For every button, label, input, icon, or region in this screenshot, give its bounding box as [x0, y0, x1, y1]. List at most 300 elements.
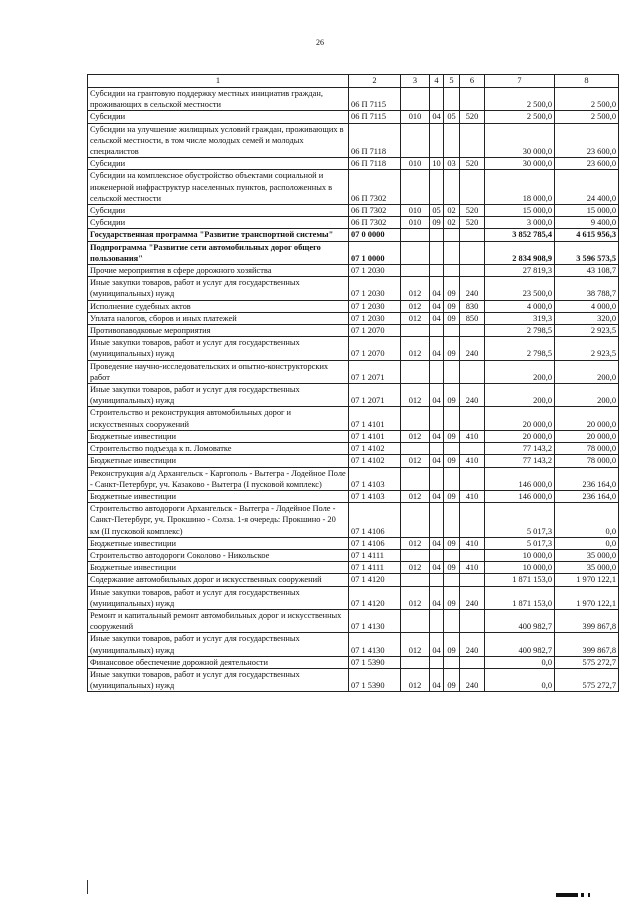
section-code: 04: [430, 562, 444, 574]
amount-year-2: 4 000,0: [555, 300, 619, 312]
table-row: [88, 562, 619, 574]
amount-year-1: 15 000,0: [485, 205, 555, 217]
target-code: 07 1 4102: [349, 443, 401, 455]
target-code: 07 1 2071: [349, 384, 401, 407]
binder-mark: [87, 880, 88, 894]
section-code: [430, 325, 444, 337]
amount-year-2: 236 164,0: [555, 490, 619, 502]
section-code: [430, 229, 444, 241]
amount-year-1: 5 017,3: [485, 537, 555, 549]
expense-type-code: 240: [460, 277, 485, 300]
section-code: 04: [430, 384, 444, 407]
ministry-code: [401, 467, 430, 490]
ministry-code: 010: [401, 217, 430, 229]
section-code: 04: [430, 430, 444, 442]
target-code: 07 1 2070: [349, 325, 401, 337]
ministry-code: 012: [401, 277, 430, 300]
row-name: Строительство автодороги Архангельск - Вытегра - Лодейное Поле - Санкт-Петербург, уч. Прокшино - Солза. 1-я очередь: Прокшино - 20 км (II пусковой комплекс): [88, 503, 349, 538]
column-header: 2: [349, 75, 401, 88]
section-code: 04: [430, 277, 444, 300]
amount-year-1: 23 500,0: [485, 277, 555, 300]
ministry-code: 012: [401, 668, 430, 691]
amount-year-2: 399 867,8: [555, 633, 619, 656]
expense-type-code: 410: [460, 455, 485, 467]
amount-year-1: 3 852 785,4: [485, 229, 555, 241]
amount-year-1: 0,0: [485, 668, 555, 691]
table-row: [88, 586, 619, 609]
expense-type-code: [460, 360, 485, 383]
section-code: [430, 360, 444, 383]
table-row: [88, 241, 619, 264]
target-code: 07 1 0000: [349, 241, 401, 264]
expense-type-code: [460, 656, 485, 668]
target-code: 07 1 2070: [349, 337, 401, 360]
subsection-code: [444, 407, 460, 430]
ministry-code: [401, 265, 430, 277]
section-code: [430, 443, 444, 455]
section-code: 04: [430, 111, 444, 123]
row-name: Уплата налогов, сборов и иных платежей: [88, 312, 349, 324]
amount-year-1: 20 000,0: [485, 430, 555, 442]
table-row: [88, 111, 619, 123]
amount-year-1: 77 143,2: [485, 443, 555, 455]
column-header: 7: [485, 75, 555, 88]
subsection-code: 09: [444, 312, 460, 324]
amount-year-2: 38 788,7: [555, 277, 619, 300]
amount-year-1: 30 000,0: [485, 123, 555, 158]
table-row: [88, 300, 619, 312]
row-name: Субсидии на комплексное обустройство объектами социальной и инженерной инфраструктур населенных пунктов, расположенных в сельской местности: [88, 170, 349, 205]
ministry-code: 012: [401, 337, 430, 360]
section-code: 04: [430, 300, 444, 312]
expense-type-code: [460, 241, 485, 264]
amount-year-1: 2 798,5: [485, 337, 555, 360]
target-code: 07 1 2071: [349, 360, 401, 383]
row-name: Содержание автомобильных дорог и искусственных сооружений: [88, 574, 349, 586]
amount-year-1: 27 819,3: [485, 265, 555, 277]
target-code: 06 П 7118: [349, 123, 401, 158]
row-name: Подпрограмма "Развитие сети автомобильных дорог общего пользования": [88, 241, 349, 264]
section-code: [430, 609, 444, 632]
row-name: Проведение научно-исследовательских и опытно-конструкторских работ: [88, 360, 349, 383]
section-code: [430, 88, 444, 111]
table-row: [88, 633, 619, 656]
target-code: 07 1 4111: [349, 549, 401, 561]
subsection-code: [444, 229, 460, 241]
subsection-code: [444, 443, 460, 455]
expense-type-code: [460, 467, 485, 490]
subsection-code: [444, 170, 460, 205]
target-code: 07 1 4120: [349, 586, 401, 609]
amount-year-1: 200,0: [485, 384, 555, 407]
section-code: 04: [430, 633, 444, 656]
section-code: [430, 170, 444, 205]
ministry-code: [401, 88, 430, 111]
amount-year-2: 399 867,8: [555, 609, 619, 632]
amount-year-1: 2 834 908,9: [485, 241, 555, 264]
table-row: [88, 490, 619, 502]
target-code: 07 1 4102: [349, 455, 401, 467]
amount-year-1: 319,3: [485, 312, 555, 324]
expense-type-code: [460, 407, 485, 430]
target-code: 07 0 0000: [349, 229, 401, 241]
target-code: 07 1 4130: [349, 633, 401, 656]
row-name: Бюджетные инвестиции: [88, 490, 349, 502]
expense-type-code: [460, 549, 485, 561]
target-code: 07 1 2030: [349, 312, 401, 324]
expense-type-code: [460, 265, 485, 277]
amount-year-1: 1 871 153,0: [485, 574, 555, 586]
row-name: Бюджетные инвестиции: [88, 455, 349, 467]
subsection-code: 09: [444, 537, 460, 549]
subsection-code: [444, 123, 460, 158]
amount-year-2: 320,0: [555, 312, 619, 324]
table-row: [88, 229, 619, 241]
table-row: [88, 574, 619, 586]
section-code: [430, 549, 444, 561]
target-code: 06 П 7302: [349, 217, 401, 229]
table-row: [88, 609, 619, 632]
row-name: Иные закупки товаров, работ и услуг для государственных (муниципальных) нужд: [88, 633, 349, 656]
subsection-code: [444, 265, 460, 277]
section-code: 09: [430, 217, 444, 229]
expense-type-code: [460, 325, 485, 337]
column-header: 8: [555, 75, 619, 88]
expense-type-code: [460, 609, 485, 632]
expense-type-code: 410: [460, 562, 485, 574]
column-header: 1: [88, 75, 349, 88]
ministry-code: 010: [401, 158, 430, 170]
subsection-code: 09: [444, 586, 460, 609]
target-code: 07 1 4101: [349, 430, 401, 442]
amount-year-2: 35 000,0: [555, 562, 619, 574]
row-name: Реконструкция а/д Архангельск - Каргополь - Вытегра - Лодейное Поле - Санкт-Петербург, уч. Казакoво - Вытегра (I пусковой комплекс): [88, 467, 349, 490]
target-code: 06 П 7302: [349, 170, 401, 205]
amount-year-2: 23 600,0: [555, 123, 619, 158]
amount-year-2: 4 615 956,3: [555, 229, 619, 241]
section-code: 04: [430, 586, 444, 609]
amount-year-2: 575 272,7: [555, 656, 619, 668]
section-code: 05: [430, 205, 444, 217]
subsection-code: [444, 549, 460, 561]
expense-type-code: 830: [460, 300, 485, 312]
section-code: [430, 407, 444, 430]
table-row: [88, 407, 619, 430]
amount-year-2: 200,0: [555, 360, 619, 383]
column-header: 6: [460, 75, 485, 88]
table-row: [88, 656, 619, 668]
amount-year-2: 0,0: [555, 537, 619, 549]
ministry-code: 012: [401, 586, 430, 609]
section-code: [430, 241, 444, 264]
amount-year-2: 78 000,0: [555, 455, 619, 467]
column-header: 5: [444, 75, 460, 88]
subsection-code: [444, 656, 460, 668]
target-code: 07 1 4101: [349, 407, 401, 430]
subsection-code: [444, 467, 460, 490]
section-code: [430, 656, 444, 668]
row-name: Иные закупки товаров, работ и услуг для государственных (муниципальных) нужд: [88, 586, 349, 609]
row-name: Государственная программа "Развитие транспортной системы": [88, 229, 349, 241]
expense-type-code: 410: [460, 490, 485, 502]
target-code: 07 1 2030: [349, 277, 401, 300]
ministry-code: [401, 443, 430, 455]
amount-year-2: 20 000,0: [555, 430, 619, 442]
amount-year-2: 2 500,0: [555, 88, 619, 111]
expense-type-code: 410: [460, 537, 485, 549]
row-name: Исполнение судебных актов: [88, 300, 349, 312]
section-code: 04: [430, 668, 444, 691]
section-code: [430, 265, 444, 277]
row-name: Субсидии: [88, 217, 349, 229]
amount-year-2: 78 000,0: [555, 443, 619, 455]
section-code: [430, 123, 444, 158]
amount-year-2: 200,0: [555, 384, 619, 407]
ministry-code: [401, 549, 430, 561]
expense-type-code: [460, 503, 485, 538]
ministry-code: [401, 123, 430, 158]
table-row: [88, 265, 619, 277]
ministry-code: 012: [401, 455, 430, 467]
amount-year-2: 15 000,0: [555, 205, 619, 217]
ministry-code: [401, 407, 430, 430]
amount-year-2: 23 600,0: [555, 158, 619, 170]
row-name: Прочие мероприятия в сфере дорожного хозяйства: [88, 265, 349, 277]
section-code: 04: [430, 490, 444, 502]
target-code: 07 1 4103: [349, 490, 401, 502]
target-code: 07 1 4103: [349, 467, 401, 490]
target-code: 06 П 7302: [349, 205, 401, 217]
row-name: Субсидии на грантовую поддержку местных инициатив граждан, проживающих в сельской местности: [88, 88, 349, 111]
table-row: [88, 337, 619, 360]
table-row: [88, 384, 619, 407]
ministry-code: 012: [401, 537, 430, 549]
expense-type-code: 240: [460, 384, 485, 407]
row-name: Бюджетные инвестиции: [88, 562, 349, 574]
amount-year-2: 24 400,0: [555, 170, 619, 205]
ministry-code: [401, 503, 430, 538]
amount-year-1: 146 000,0: [485, 490, 555, 502]
subsection-code: 09: [444, 430, 460, 442]
expense-type-code: 850: [460, 312, 485, 324]
ministry-code: [401, 170, 430, 205]
subsection-code: 09: [444, 384, 460, 407]
expense-type-code: 240: [460, 633, 485, 656]
table-row: [88, 360, 619, 383]
expense-type-code: 520: [460, 205, 485, 217]
subsection-code: [444, 609, 460, 632]
amount-year-2: 9 400,0: [555, 217, 619, 229]
ministry-code: 010: [401, 205, 430, 217]
ministry-code: [401, 241, 430, 264]
table-row: [88, 467, 619, 490]
expense-type-code: [460, 123, 485, 158]
ministry-code: [401, 229, 430, 241]
subsection-code: [444, 574, 460, 586]
amount-year-1: 400 982,7: [485, 609, 555, 632]
expense-type-code: [460, 88, 485, 111]
target-code: 06 П 7115: [349, 111, 401, 123]
row-name: Ремонт и капитальный ремонт автомобильных дорог и искусственных сооружений: [88, 609, 349, 632]
table-row: [88, 123, 619, 158]
ministry-code: 012: [401, 490, 430, 502]
table-row: [88, 158, 619, 170]
subsection-code: [444, 241, 460, 264]
target-code: 07 1 4106: [349, 503, 401, 538]
ministry-code: 012: [401, 384, 430, 407]
amount-year-1: 4 000,0: [485, 300, 555, 312]
target-code: 06 П 7118: [349, 158, 401, 170]
row-name: Бюджетные инвестиции: [88, 537, 349, 549]
target-code: 06 П 7115: [349, 88, 401, 111]
ministry-code: [401, 325, 430, 337]
column-header: 3: [401, 75, 430, 88]
amount-year-1: 0,0: [485, 656, 555, 668]
budget-table: [87, 74, 619, 692]
row-name: Противопаводковые мероприятия: [88, 325, 349, 337]
row-name: Субсидии на улучшение жилищных условий граждан, проживающих в сельской местности, в том числе молодых семей и молодых специалистов: [88, 123, 349, 158]
amount-year-2: 2 923,5: [555, 325, 619, 337]
table-body: [88, 88, 619, 692]
section-code: 04: [430, 312, 444, 324]
target-code: 07 1 2030: [349, 265, 401, 277]
subsection-code: [444, 360, 460, 383]
target-code: 07 1 4106: [349, 537, 401, 549]
amount-year-2: 20 000,0: [555, 407, 619, 430]
table-row: [88, 217, 619, 229]
ministry-code: 012: [401, 562, 430, 574]
table-row: [88, 277, 619, 300]
row-name: Иные закупки товаров, работ и услуг для государственных (муниципальных) нужд: [88, 668, 349, 691]
expense-type-code: [460, 229, 485, 241]
table-row: [88, 537, 619, 549]
row-name: Субсидии: [88, 111, 349, 123]
ministry-code: [401, 609, 430, 632]
table-row: [88, 170, 619, 205]
row-name: Строительство автодороги Соколово - Никольское: [88, 549, 349, 561]
section-code: 10: [430, 158, 444, 170]
row-name: Бюджетные инвестиции: [88, 430, 349, 442]
amount-year-1: 20 000,0: [485, 407, 555, 430]
expense-type-code: 520: [460, 217, 485, 229]
amount-year-1: 1 871 153,0: [485, 586, 555, 609]
subsection-code: 09: [444, 490, 460, 502]
table-row: [88, 325, 619, 337]
row-name: Субсидии: [88, 158, 349, 170]
amount-year-2: 35 000,0: [555, 549, 619, 561]
table-row: [88, 455, 619, 467]
section-code: [430, 503, 444, 538]
subsection-code: [444, 325, 460, 337]
ministry-code: 012: [401, 430, 430, 442]
expense-type-code: [460, 170, 485, 205]
ministry-code: [401, 360, 430, 383]
scan-mark: [556, 893, 596, 897]
row-name: Финансовое обеспечение дорожной деятельности: [88, 656, 349, 668]
ministry-code: 012: [401, 300, 430, 312]
subsection-code: 09: [444, 633, 460, 656]
subsection-code: [444, 503, 460, 538]
target-code: 07 1 4130: [349, 609, 401, 632]
amount-year-2: 236 164,0: [555, 467, 619, 490]
subsection-code: 09: [444, 455, 460, 467]
amount-year-2: 2 923,5: [555, 337, 619, 360]
expense-type-code: 410: [460, 430, 485, 442]
subsection-code: 09: [444, 300, 460, 312]
table-row: [88, 443, 619, 455]
table-row: [88, 503, 619, 538]
target-code: 07 1 4111: [349, 562, 401, 574]
section-code: 04: [430, 537, 444, 549]
amount-year-1: 5 017,3: [485, 503, 555, 538]
amount-year-1: 10 000,0: [485, 562, 555, 574]
amount-year-1: 3 000,0: [485, 217, 555, 229]
amount-year-2: 575 272,7: [555, 668, 619, 691]
column-header: 4: [430, 75, 444, 88]
target-code: 07 1 2030: [349, 300, 401, 312]
header-row: [88, 75, 619, 88]
page-number: 26: [316, 38, 324, 47]
ministry-code: [401, 656, 430, 668]
table-row: [88, 430, 619, 442]
expense-type-code: 240: [460, 668, 485, 691]
section-code: [430, 574, 444, 586]
row-name: Иные закупки товаров, работ и услуг для государственных (муниципальных) нужд: [88, 277, 349, 300]
subsection-code: 05: [444, 111, 460, 123]
amount-year-2: 0,0: [555, 503, 619, 538]
expense-type-code: 240: [460, 337, 485, 360]
target-code: 07 1 5390: [349, 668, 401, 691]
amount-year-2: 1 970 122,1: [555, 574, 619, 586]
amount-year-1: 2 500,0: [485, 88, 555, 111]
expense-type-code: 240: [460, 586, 485, 609]
expense-type-code: 520: [460, 111, 485, 123]
table-header: [88, 75, 619, 88]
section-code: 04: [430, 455, 444, 467]
amount-year-1: 77 143,2: [485, 455, 555, 467]
target-code: 07 1 4120: [349, 574, 401, 586]
section-code: 04: [430, 337, 444, 360]
table-row: [88, 668, 619, 691]
amount-year-2: 3 596 573,5: [555, 241, 619, 264]
target-code: 07 1 5390: [349, 656, 401, 668]
ministry-code: 010: [401, 111, 430, 123]
row-name: Иные закупки товаров, работ и услуг для государственных (муниципальных) нужд: [88, 384, 349, 407]
table-row: [88, 88, 619, 111]
amount-year-1: 400 982,7: [485, 633, 555, 656]
subsection-code: 09: [444, 277, 460, 300]
subsection-code: 02: [444, 217, 460, 229]
ministry-code: 012: [401, 633, 430, 656]
subsection-code: 02: [444, 205, 460, 217]
amount-year-1: 200,0: [485, 360, 555, 383]
amount-year-2: 1 970 122,1: [555, 586, 619, 609]
amount-year-1: 10 000,0: [485, 549, 555, 561]
amount-year-1: 18 000,0: [485, 170, 555, 205]
row-name: Иные закупки товаров, работ и услуг для государственных (муниципальных) нужд: [88, 337, 349, 360]
amount-year-2: 2 500,0: [555, 111, 619, 123]
expense-type-code: [460, 574, 485, 586]
amount-year-1: 30 000,0: [485, 158, 555, 170]
expense-type-code: [460, 443, 485, 455]
table-row: [88, 205, 619, 217]
row-name: Субсидии: [88, 205, 349, 217]
subsection-code: 09: [444, 562, 460, 574]
subsection-code: 09: [444, 668, 460, 691]
expense-type-code: 520: [460, 158, 485, 170]
subsection-code: 03: [444, 158, 460, 170]
subsection-code: [444, 88, 460, 111]
